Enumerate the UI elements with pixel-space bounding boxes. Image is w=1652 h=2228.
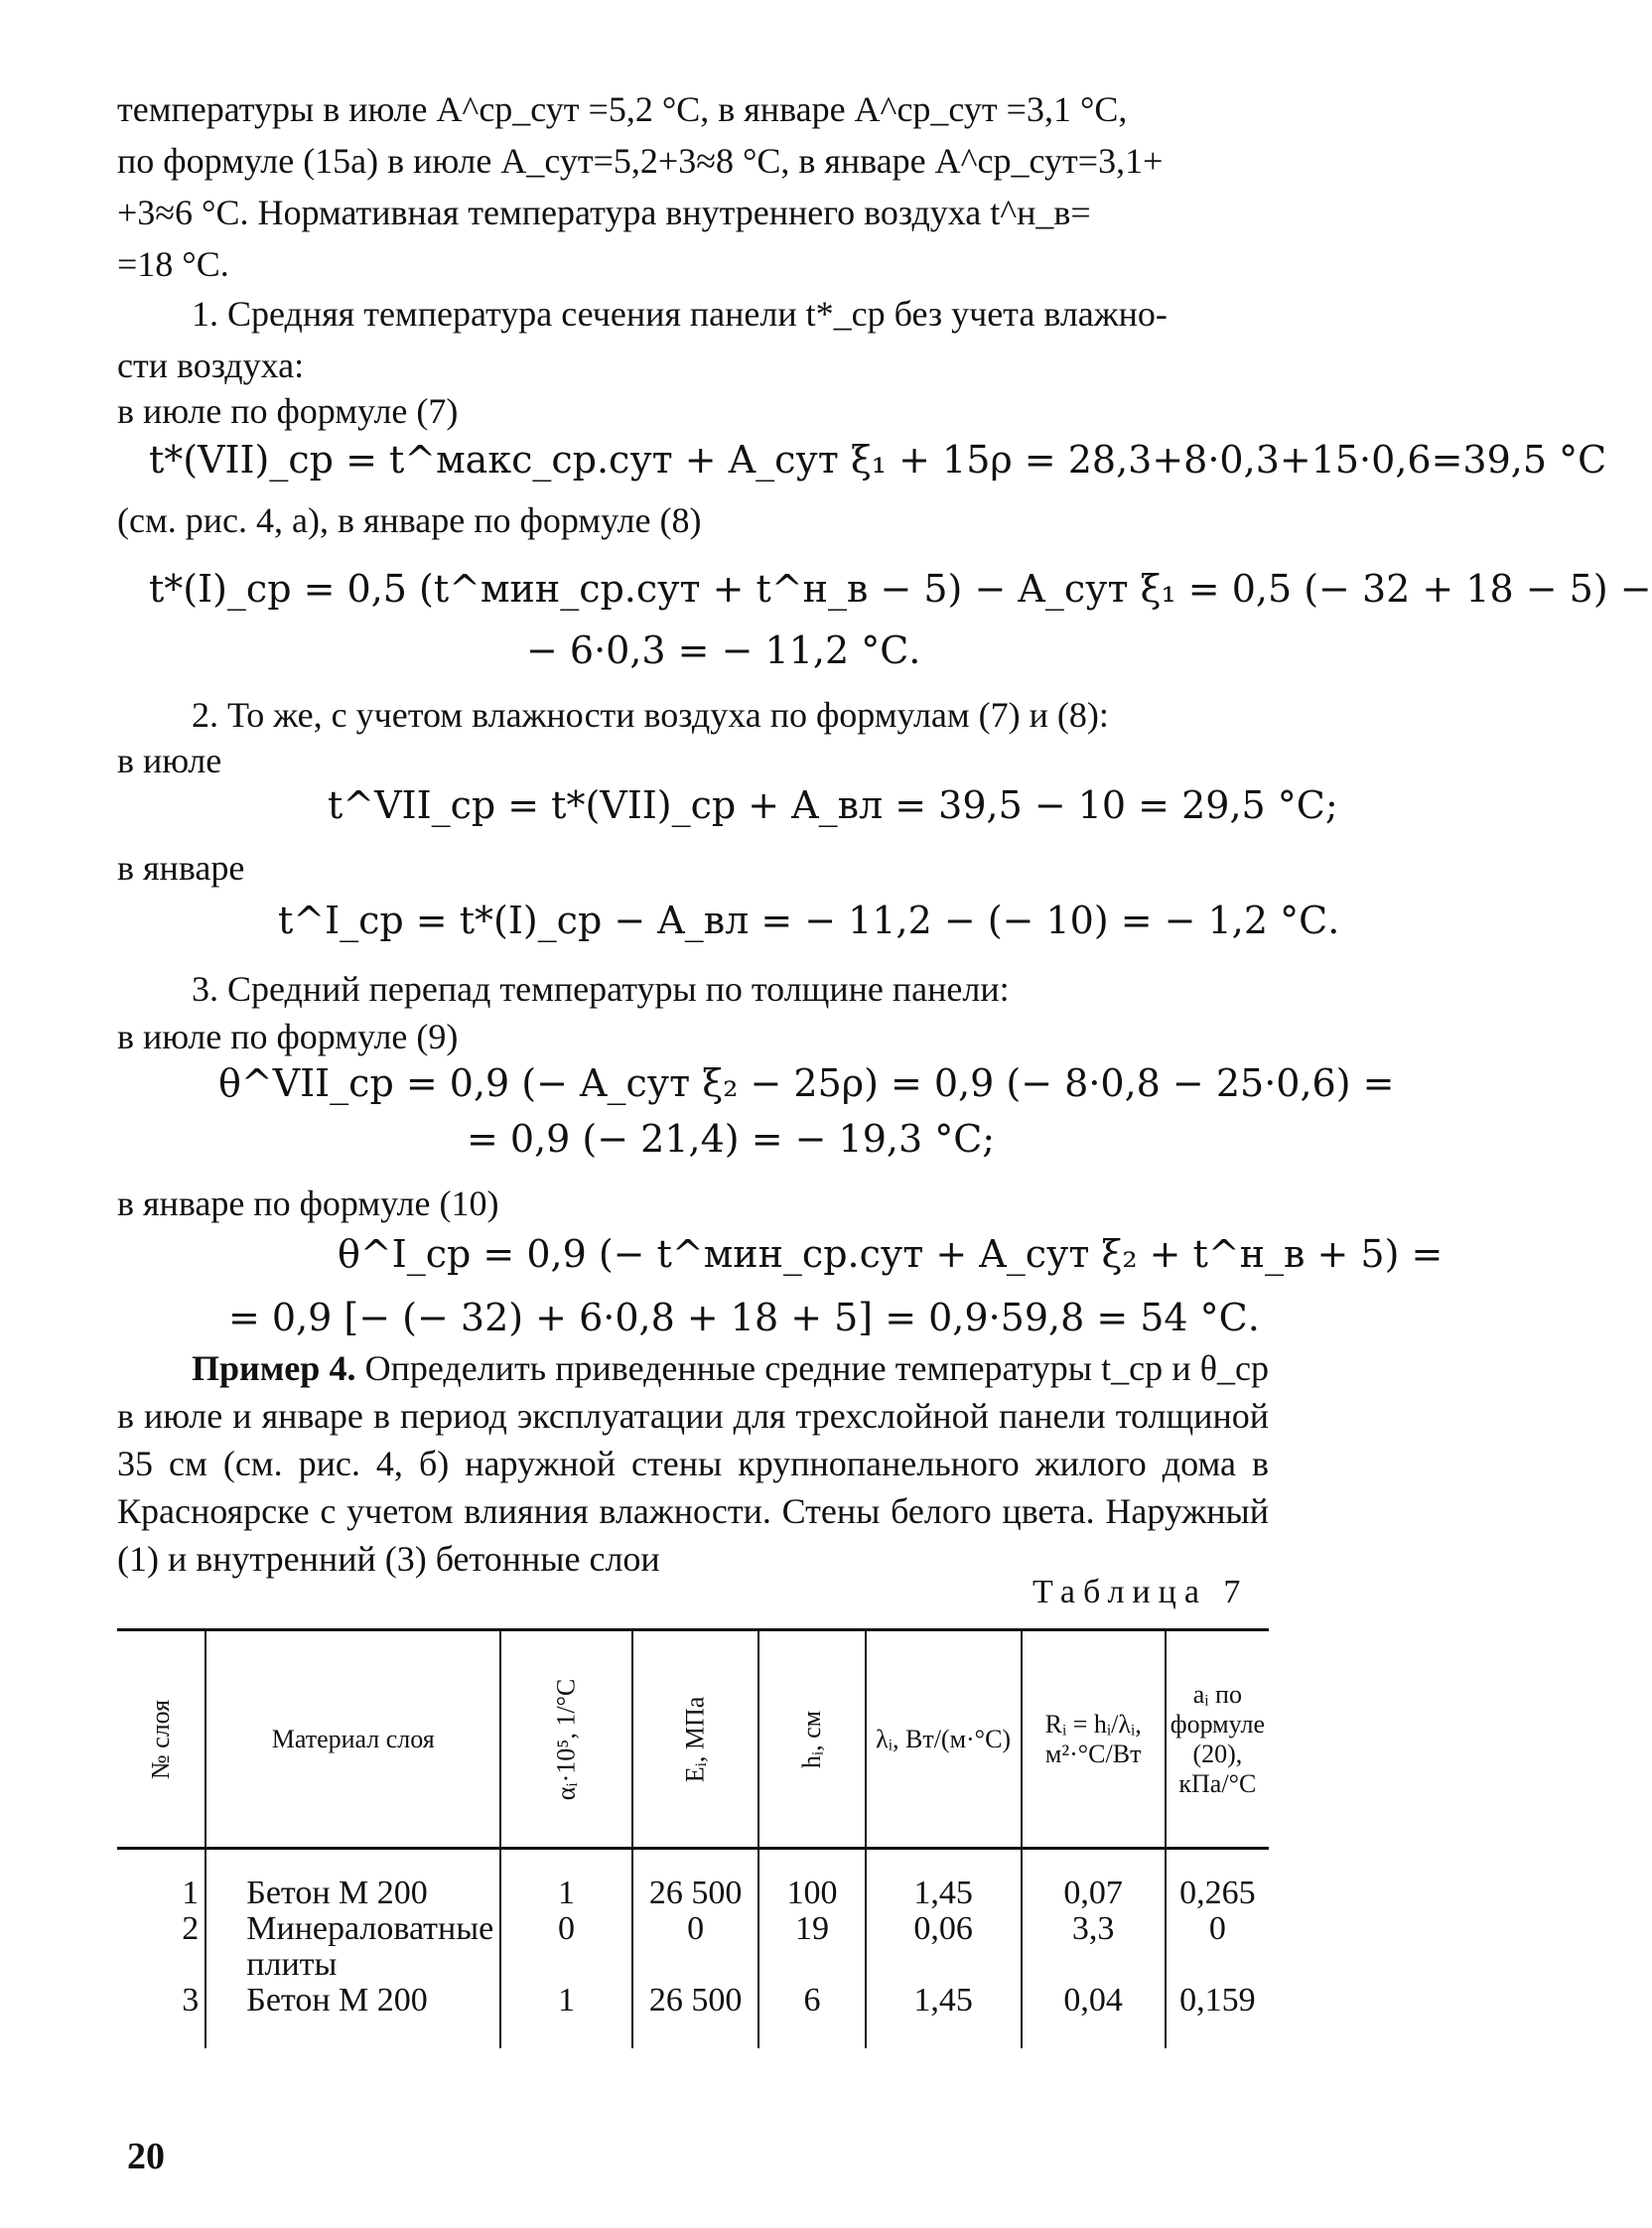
intro-line-2: по формуле (15а) в июле A_сут=5,2+3≈8 °С, в январе A^ср_сут=3,1+ (117, 141, 1164, 181)
example-paragraph (117, 1344, 1269, 1583)
cell-modulus: 26 500 (632, 1983, 759, 2048)
cell-a-coefficient: 0 (1166, 1911, 1269, 1983)
step1-ref: (см. рис. 4, а), в январе по формуле (8) (117, 500, 702, 540)
cell-layer-no: 1 (182, 1875, 200, 1911)
cell-thickness: 100 (758, 1849, 865, 1912)
cell-material: Минераловатные плиты (206, 1911, 500, 1983)
step1-july-label: в июле по формуле (7) (117, 391, 459, 431)
table-caption: Таблица 7 (1032, 1574, 1249, 1610)
cell-resistance: 0,04 (1022, 1983, 1166, 2048)
step2-july-label: в июле (117, 741, 222, 780)
properties-table (117, 1628, 1269, 2048)
table-header-row (117, 1630, 1269, 1849)
header-thickness: hᵢ, см (758, 1630, 865, 1849)
cell-material: Бетон М 200 (206, 1983, 500, 2048)
formula-4: t^I_ср = t*(I)_ср − A_вл = − 11,2 − (− 10) = − 1,2 °С. (278, 899, 1340, 942)
cell-resistance: 3,3 (1022, 1911, 1166, 1983)
header-modulus: Eᵢ, МПа (632, 1630, 759, 1849)
step1-title-cont: сти воздуха: (117, 346, 305, 385)
header-alpha: αᵢ·10⁵, 1/°С (500, 1630, 632, 1849)
cell-material: Бетон М 200 (206, 1849, 500, 1912)
header-resistance: Rᵢ = hᵢ/λᵢ, м²·°С/Вт (1022, 1630, 1166, 1849)
formula-6a: θ^I_ср = 0,9 (− t^мин_ср.сут + A_сут ξ₂ + t^н_в + 5) = (338, 1232, 1444, 1276)
cell-lambda: 1,45 (866, 1983, 1022, 2048)
step1-title: 1. Средняя температура сечения панели t*_ср без учета влажно- (192, 294, 1168, 334)
formula-3: t^VII_ср = t*(VII)_ср + A_вл = 39,5 − 10 = 29,5 °С; (328, 783, 1338, 827)
table-row (117, 1911, 1269, 1983)
cell-a-coefficient: 0,265 (1166, 1849, 1269, 1912)
step3-january-label: в январе по формуле (10) (117, 1184, 499, 1223)
cell-modulus: 0 (632, 1911, 759, 1983)
intro-line-3: +3≈6 °С. Нормативная температура внутреннего воздуха t^н_в= (117, 193, 1091, 232)
formula-2b: − 6·0,3 = − 11,2 °С. (526, 628, 921, 672)
intro-line-1: температуры в июле A^ср_сут =5,2 °С, в январе A^ср_сут =3,1 °С, (117, 89, 1128, 129)
table-row (117, 1849, 1269, 1912)
formula-5b: = 0,9 (− 21,4) = − 19,3 °С; (467, 1117, 996, 1161)
example-text: Определить приведенные средние температуры t_ср и θ_ср в июле и январе в период эксплуатации для трехслойной панели толщиной 35 см (см. рис. 4, б) наружной стены крупнопанельного жилого дома в Красноярске с учетом влияния влажности. Стены белого цвета. Наружный (1) и внутренний (3) бетонные слои (117, 1348, 1269, 1579)
cell-modulus: 26 500 (632, 1849, 759, 1912)
cell-resistance: 0,07 (1022, 1849, 1166, 1912)
step3-july-label: в июле по формуле (9) (117, 1017, 459, 1056)
cell-alpha: 1 (500, 1849, 632, 1912)
page-number: 20 (127, 2136, 165, 2177)
formula-5a: θ^VII_ср = 0,9 (− A_сут ξ₂ − 25ρ) = 0,9 (− 8·0,8 − 25·0,6) = (218, 1061, 1395, 1105)
formula-1: t*(VII)_ср = t^макс_ср.сут + A_сут ξ₁ + 15ρ = 28,3+8·0,3+15·0,6=39,5 °С (149, 438, 1607, 482)
header-a-coefficient: aᵢ по формуле (20), кПа/°С (1166, 1630, 1269, 1849)
cell-alpha: 1 (500, 1983, 632, 2048)
header-lambda: λᵢ, Вт/(м·°С) (866, 1630, 1022, 1849)
header-layer-no: № слоя (117, 1630, 206, 1849)
cell-thickness: 19 (758, 1911, 865, 1983)
step2-title: 2. То же, с учетом влажности воздуха по формулам (7) и (8): (192, 695, 1109, 735)
intro-line-4: =18 °С. (117, 244, 229, 284)
header-material: Материал слоя (206, 1630, 500, 1849)
cell-lambda: 1,45 (866, 1849, 1022, 1912)
formula-2a: t*(I)_ср = 0,5 (t^мин_ср.сут + t^н_в − 5) − A_сут ξ₁ = 0,5 (− 32 + 18 − 5) − (149, 567, 1652, 611)
table-row (117, 1983, 1269, 2048)
cell-lambda: 0,06 (866, 1911, 1022, 1983)
cell-layer-no: 2 (182, 1910, 200, 1947)
cell-alpha: 0 (500, 1911, 632, 1983)
example-label: Пример 4. (192, 1348, 356, 1388)
step3-title: 3. Средний перепад температуры по толщине панели: (192, 969, 1010, 1009)
cell-a-coefficient: 0,159 (1166, 1983, 1269, 2048)
cell-thickness: 6 (758, 1983, 865, 2048)
step2-january-label: в январе (117, 848, 245, 888)
formula-6b: = 0,9 [− (− 32) + 6·0,8 + 18 + 5] = 0,9·59,8 = 54 °С. (228, 1296, 1260, 1339)
cell-layer-no: 3 (182, 1982, 200, 2019)
